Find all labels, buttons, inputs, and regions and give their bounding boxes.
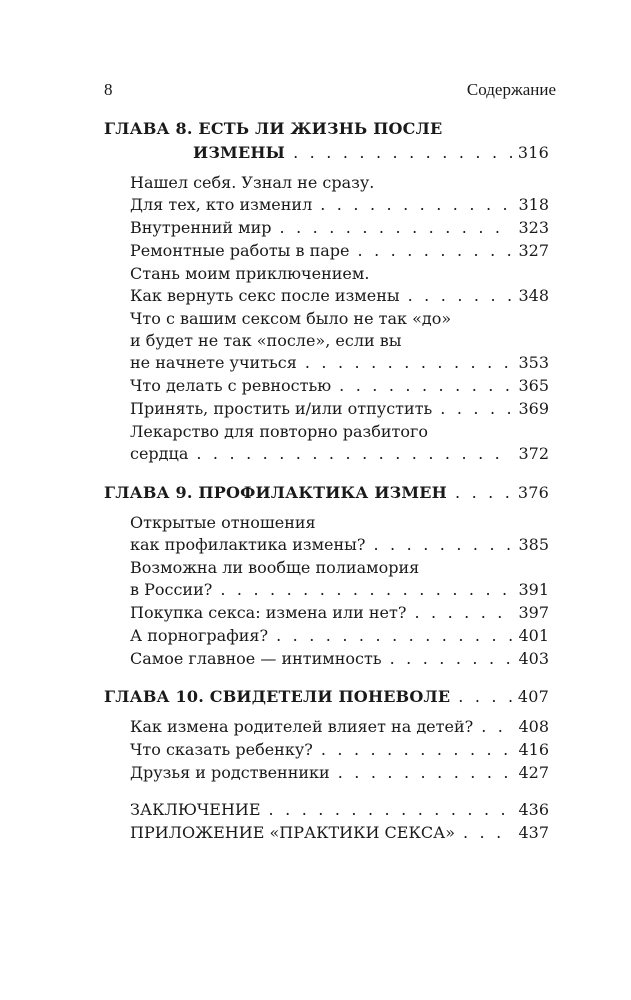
leader-dots xyxy=(481,716,512,738)
toc-entry-text: Покупка секса: измена или нет? xyxy=(130,603,407,622)
toc-entry[interactable] xyxy=(130,352,549,374)
toc-entry-text: в России? xyxy=(130,580,213,599)
toc-entry[interactable] xyxy=(130,648,549,670)
conclusion-page: 436 xyxy=(518,800,549,819)
running-head xyxy=(104,80,556,104)
toc-entry-page: 391 xyxy=(518,580,549,599)
leader-dots xyxy=(440,398,512,420)
leader-dots xyxy=(280,217,513,239)
chapter-10-entry[interactable] xyxy=(104,686,549,708)
toc-entry-text: Стань моим приключением. xyxy=(130,264,370,283)
leader-dots xyxy=(339,375,512,397)
leader-dots xyxy=(414,602,512,624)
leader-dots xyxy=(196,443,512,465)
appendix-page: 437 xyxy=(518,823,549,842)
chapter-8-page: 316 xyxy=(517,143,549,162)
toc-entry-text: Нашел себя. Узнал не сразу. xyxy=(130,173,375,192)
toc-entry-text: как профилактика измены? xyxy=(130,535,366,554)
toc-entry[interactable] xyxy=(130,625,549,647)
leader-dots xyxy=(455,482,512,504)
toc-entry-page: 403 xyxy=(518,649,549,668)
toc-entry[interactable] xyxy=(130,217,549,239)
toc-entry-text: Возможна ли вообще полиамория xyxy=(130,558,420,577)
toc-entry-text: Для тех, кто изменил xyxy=(130,195,313,214)
toc-entry-page: 323 xyxy=(518,218,549,237)
toc-entry-text: Как вернуть секс после измены xyxy=(130,286,400,305)
toc-entry-page: 427 xyxy=(518,763,549,782)
chapter-8-title-line1: ГЛАВА 8. ЕСТЬ ЛИ ЖИЗНЬ ПОСЛЕ xyxy=(104,119,443,138)
toc-entry-page: 353 xyxy=(518,353,549,372)
leader-dots xyxy=(269,799,513,821)
leader-dots xyxy=(373,534,512,556)
leader-dots xyxy=(321,739,513,761)
leader-dots xyxy=(338,762,513,784)
toc-entry-page: 401 xyxy=(518,626,549,645)
toc-entry-text: Что сказать ребенку? xyxy=(130,740,313,759)
toc-entry-text: Друзья и родственники xyxy=(130,763,330,782)
toc-entry-text: А порнография? xyxy=(130,626,269,645)
leader-dots xyxy=(408,285,513,307)
toc-entry-text: Лекарство для повторно разбитого xyxy=(130,422,429,441)
page-number: 8 xyxy=(104,80,113,99)
toc-entry-text: Внутренний мир xyxy=(130,218,272,237)
chapter-9-page: 376 xyxy=(517,483,549,502)
toc-entry-text: и будет не так «после», если вы xyxy=(130,331,402,350)
toc-entry-page: 372 xyxy=(518,444,549,463)
toc-entry-text: Самое главное — интимность xyxy=(130,649,382,668)
toc-entry-text: Как измена родителей влияет на детей? xyxy=(130,717,474,736)
toc-entry-page: 327 xyxy=(518,241,549,260)
appendix-label: ПРИЛОЖЕНИЕ «ПРАКТИКИ СЕКСА» xyxy=(130,823,455,842)
chapter-10-title: ГЛАВА 10. СВИДЕТЕЛИ ПОНЕВОЛЕ xyxy=(104,687,451,706)
toc-entry-line xyxy=(130,263,549,285)
appendix-entry[interactable] xyxy=(130,822,549,844)
chapter-10-page: 407 xyxy=(517,687,549,706)
toc-entry-line xyxy=(130,308,549,330)
leader-dots xyxy=(220,579,512,601)
toc-entry[interactable] xyxy=(130,240,549,262)
toc-entry-line xyxy=(130,512,549,534)
leader-dots xyxy=(463,822,512,844)
toc-entry-page: 369 xyxy=(518,399,549,418)
toc-entry[interactable] xyxy=(130,762,549,784)
toc-entry[interactable] xyxy=(130,443,549,465)
toc-entry[interactable] xyxy=(130,398,549,420)
toc-entry[interactable] xyxy=(130,194,549,216)
toc-entry-page: 397 xyxy=(518,603,549,622)
toc-entry-line xyxy=(130,421,549,443)
chapter-9-title: ГЛАВА 9. ПРОФИЛАКТИКА ИЗМЕН xyxy=(104,483,447,502)
toc-entry-line xyxy=(130,330,549,352)
toc-entry-text: Открытые отношения xyxy=(130,513,316,532)
chapter-8-title-line2: ИЗМЕНЫ xyxy=(193,143,286,162)
chapter-8-entry[interactable] xyxy=(193,142,549,164)
toc-entry-page: 385 xyxy=(518,535,549,554)
toc-entry[interactable] xyxy=(130,739,549,761)
conclusion-label: ЗАКЛЮЧЕНИЕ xyxy=(130,800,261,819)
leader-dots xyxy=(305,352,513,374)
toc-entry[interactable] xyxy=(130,534,549,556)
section-title: Содержание xyxy=(466,80,556,99)
chapter-8-title[interactable] xyxy=(104,118,549,140)
toc-entry[interactable] xyxy=(130,579,549,601)
toc-entry[interactable] xyxy=(130,375,549,397)
leader-dots xyxy=(293,142,512,164)
toc-entry-page: 365 xyxy=(518,376,549,395)
toc-entry-line xyxy=(130,172,549,194)
toc-entry-text: сердца xyxy=(130,444,189,463)
leader-dots xyxy=(458,686,512,708)
toc-entry[interactable] xyxy=(130,285,549,307)
toc-entry-text: не начнете учиться xyxy=(130,353,297,372)
toc-entry-text: Ремонтные работы в паре xyxy=(130,241,350,260)
toc-entry-text: Что с вашим сексом было не так «до» xyxy=(130,309,452,328)
toc-entry[interactable] xyxy=(130,602,549,624)
chapter-9-entry[interactable] xyxy=(104,482,549,504)
toc-entry[interactable] xyxy=(130,716,549,738)
toc-entry-text: Что делать с ревностью xyxy=(130,376,332,395)
toc-entry-page: 408 xyxy=(518,717,549,736)
leader-dots xyxy=(390,648,513,670)
toc-entry-page: 348 xyxy=(518,286,549,305)
leader-dots xyxy=(276,625,512,647)
toc-entry-page: 318 xyxy=(518,195,549,214)
conclusion-entry[interactable] xyxy=(130,799,549,821)
leader-dots xyxy=(320,194,512,216)
toc-entry-line xyxy=(130,557,549,579)
toc-entry-page: 416 xyxy=(518,740,549,759)
toc-entry-text: Принять, простить и/или отпустить xyxy=(130,399,433,418)
leader-dots xyxy=(358,240,513,262)
